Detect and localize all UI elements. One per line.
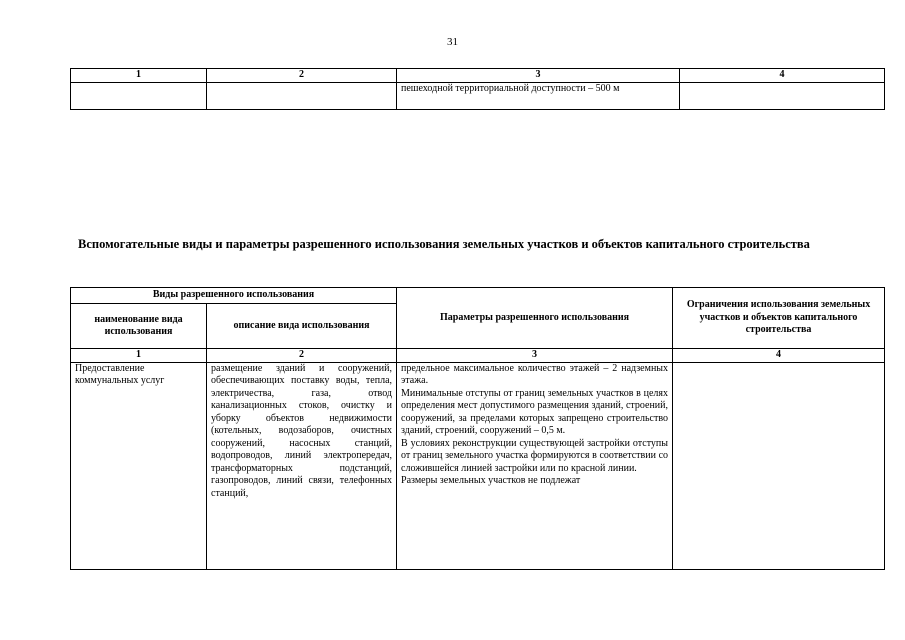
parameter-floors: предельное максимальное количество этажей – 2 надземных этажа.	[401, 362, 669, 386]
header-parameters: Параметры разрешенного использования	[397, 288, 673, 349]
header-name: наименование вида использования	[71, 304, 207, 349]
column-number: 3	[397, 69, 680, 83]
auxiliary-uses-table	[70, 287, 885, 570]
table-cell	[680, 82, 885, 109]
use-name-cell: Предоставление коммунальных услуг	[71, 362, 207, 569]
parameter-reconstruction: В условиях реконструкции существующей застройки отступы от границ земельного участка формируются в соответствии со сложившейся линией застройки или по красной линии.	[401, 437, 669, 474]
column-number: 2	[207, 69, 397, 83]
section-heading: Вспомогательные виды и параметры разрешенного использования земельных участков и объектов капитального строительства	[78, 237, 810, 251]
column-number: 2	[207, 349, 397, 363]
header-restrictions: Ограничения использования земельных участков и объектов капитального строительства	[673, 288, 885, 349]
parameters-cell	[397, 362, 673, 569]
header-description: описание вида использования	[207, 304, 397, 349]
column-number: 4	[680, 69, 885, 83]
continuation-table	[70, 68, 885, 110]
page-number: 31	[447, 36, 458, 48]
header-row	[71, 288, 885, 304]
table-cell	[207, 82, 397, 109]
restrictions-cell	[673, 362, 885, 569]
column-number-row	[71, 69, 885, 83]
parameter-setbacks: Минимальные отступы от границ земельных участков в целях определения мест допустимого размещения зданий, строений, сооружений, за пределами которых запрещено строительство зданий, строений, сооружений – 0,5 м.	[401, 387, 669, 436]
column-number-row	[71, 349, 885, 363]
column-number: 1	[71, 69, 207, 83]
table-row	[71, 362, 885, 569]
header-types-group: Виды разрешенного использования	[71, 288, 397, 304]
column-number: 4	[673, 349, 885, 363]
parameter-plot-sizes: Размеры земельных участков не подлежат	[401, 475, 581, 486]
table-cell	[71, 82, 207, 109]
column-number: 3	[397, 349, 673, 363]
use-description-cell: размещение зданий и сооружений, обеспечивающих поставку воды, тепла, электричества, газа, отвод канализационных стоков, очистку и уборку объектов недвижимости (котельных, водозаборов, очистных сооружений, насосных станций, водопроводов, линий электропередач, трансформаторных подстанций, газопроводов, линий связи, телефонных станций,	[207, 362, 397, 569]
table-cell: пешеходной территориальной доступности – 500 м	[397, 82, 680, 109]
column-number: 1	[71, 349, 207, 363]
table-row	[71, 82, 885, 109]
